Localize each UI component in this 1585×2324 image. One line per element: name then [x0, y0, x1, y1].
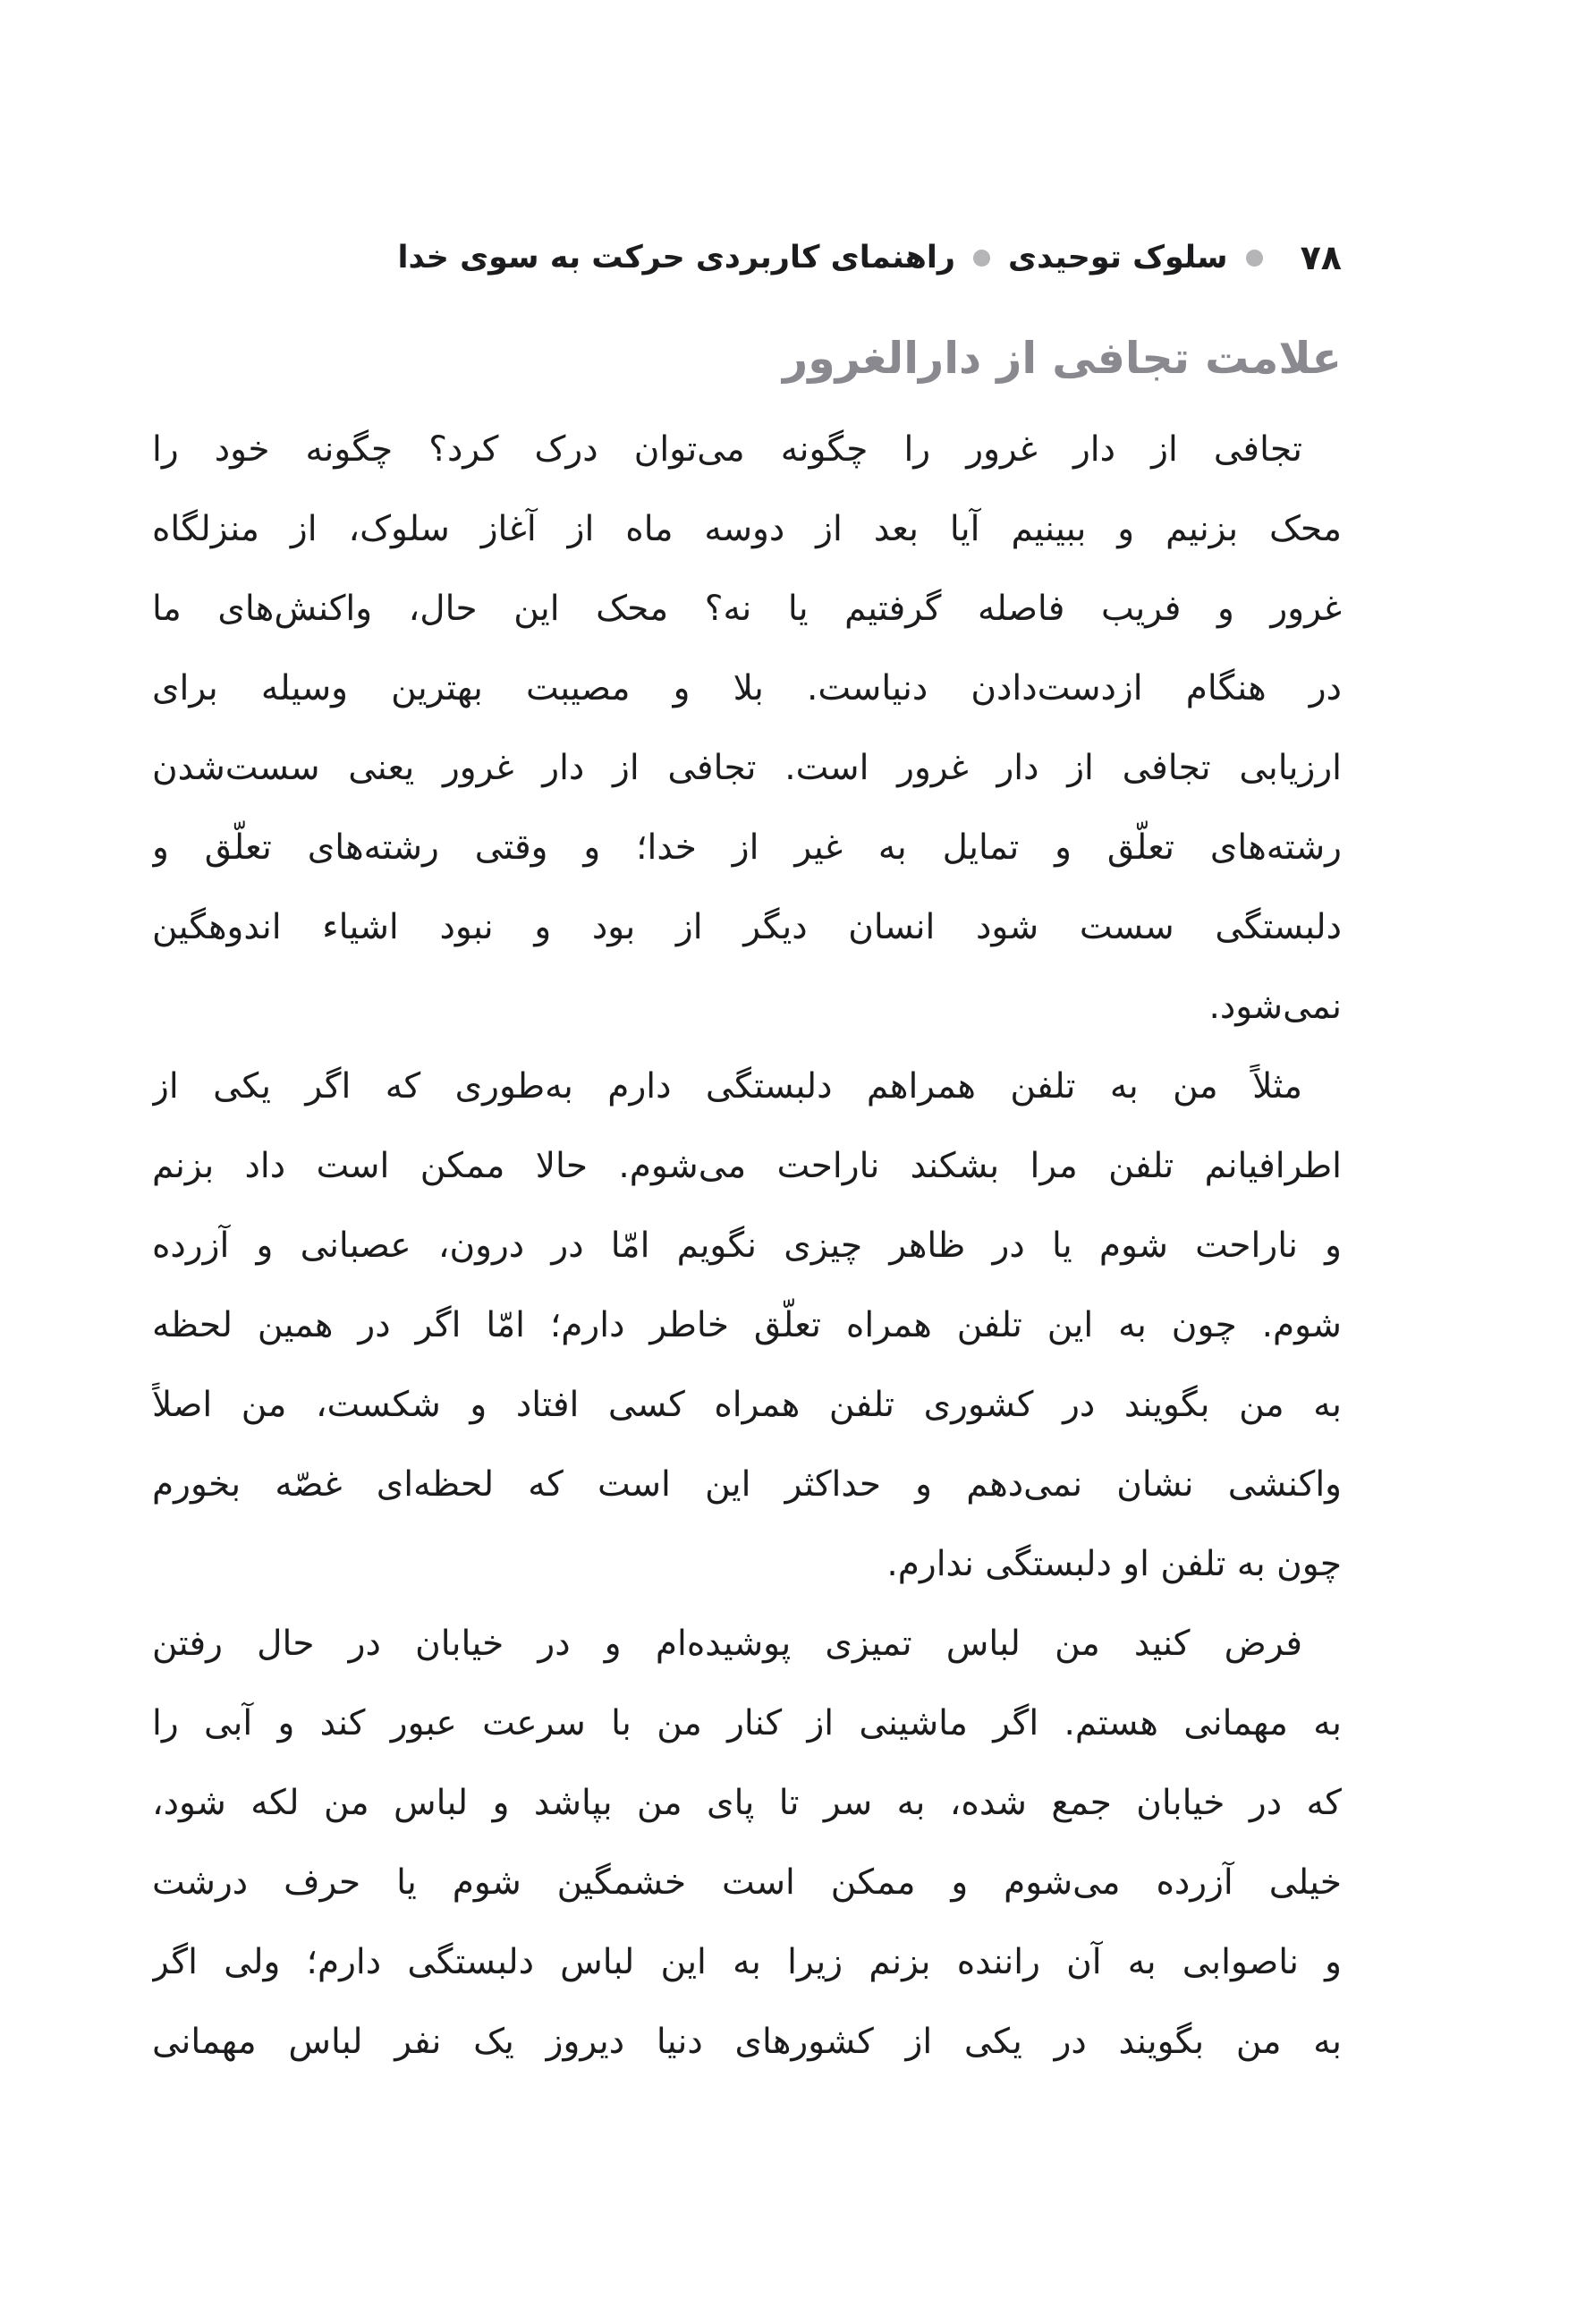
paragraph — [152, 410, 1342, 1047]
text-line: به من بگویند در کشوری تلفن همراه کسی افتاد و شکست، من اصلاً — [152, 1385, 1342, 1425]
text-line: خیلی آزرده می‌شوم و ممکن است خشمگین شوم یا حرف درشت — [152, 1862, 1342, 1903]
text-line: ارزیابی تجافی از دار غرور است. تجافی از دار غرور یعنی سست‌شدن — [152, 748, 1342, 788]
running-header — [152, 231, 1342, 284]
text-line: مثلاً من به تلفن همراهم دلبستگی دارم به‌طوری که اگر یکی از — [152, 1066, 1302, 1107]
text-line: به مهمانی هستم. اگر ماشینی از کنار من با سرعت عبور کند و آبی را — [152, 1703, 1342, 1743]
text-line: رشته‌های تعلّق و تمایل به غیر از خدا؛ و وقتی رشته‌های تعلّق و — [152, 827, 1342, 868]
text-line: اطرافیانم تلفن مرا بشکند ناراحت می‌شوم. حالا ممکن است داد بزنم — [152, 1146, 1342, 1186]
paragraph — [152, 1604, 1342, 2082]
text-line: و ناصوابی به آن راننده بزنم زیرا به این لباس دلبستگی دارم؛ ولی اگر — [152, 1942, 1342, 1982]
body-text — [152, 410, 1342, 2082]
section-heading: علامت تجافی از دارالغرور — [783, 333, 1342, 384]
text-line: تجافی از دار غرور را چگونه می‌توان درک کرد؟ چگونه خود را — [152, 429, 1302, 470]
bullet-icon — [973, 250, 990, 267]
paragraph — [152, 1047, 1342, 1604]
page-content — [152, 231, 1342, 2082]
text-line: که در خیابان جمع شده، به سر تا پای من بپاشد و لباس من لکه شود، — [152, 1783, 1342, 1823]
page-number: ۷۸ — [1300, 238, 1342, 277]
bullet-icon — [1246, 250, 1263, 267]
text-line: نمی‌شود. — [1208, 987, 1342, 1027]
book-title: سلوک توحیدی — [1008, 240, 1228, 276]
text-line: فرض کنید من لباس تمیزی پوشیده‌ام و در خیابان در حال رفتن — [152, 1624, 1302, 1664]
text-line: در هنگام ازدست‌دادن دنیاست. بلا و مصیبت بهترین وسیله برای — [152, 668, 1342, 708]
text-line: چون به تلفن او دلبستگی ندارم. — [886, 1544, 1342, 1584]
text-line: واکنشی نشان نمی‌دهم و حداکثر این است که لحظه‌ای غصّه بخورم — [152, 1464, 1342, 1505]
text-line: شوم. چون به این تلفن همراه تعلّق خاطر دارم؛ امّا اگر در همین لحظه — [152, 1305, 1342, 1345]
text-line: و ناراحت شوم یا در ظاهر چیزی نگویم امّا در درون، عصبانی و آزرده — [152, 1226, 1342, 1266]
text-line: محک بزنیم و ببینیم آیا بعد از دوسه ماه از آغاز سلوک، از منزلگاه — [152, 509, 1342, 549]
chapter-title: راهنمای کاربردی حرکت به سوی خدا — [397, 240, 956, 276]
text-line: غرور و فریب فاصله گرفتیم یا نه؟ محک این حال، واکنش‌های ما — [152, 589, 1342, 629]
text-line: دلبستگی سست شود انسان دیگر از بود و نبود اشیاء اندوهگین — [152, 907, 1342, 947]
text-line: به من بگویند در یکی از کشورهای دنیا دیروز یک نفر لباس مهمانی — [152, 2022, 1342, 2062]
